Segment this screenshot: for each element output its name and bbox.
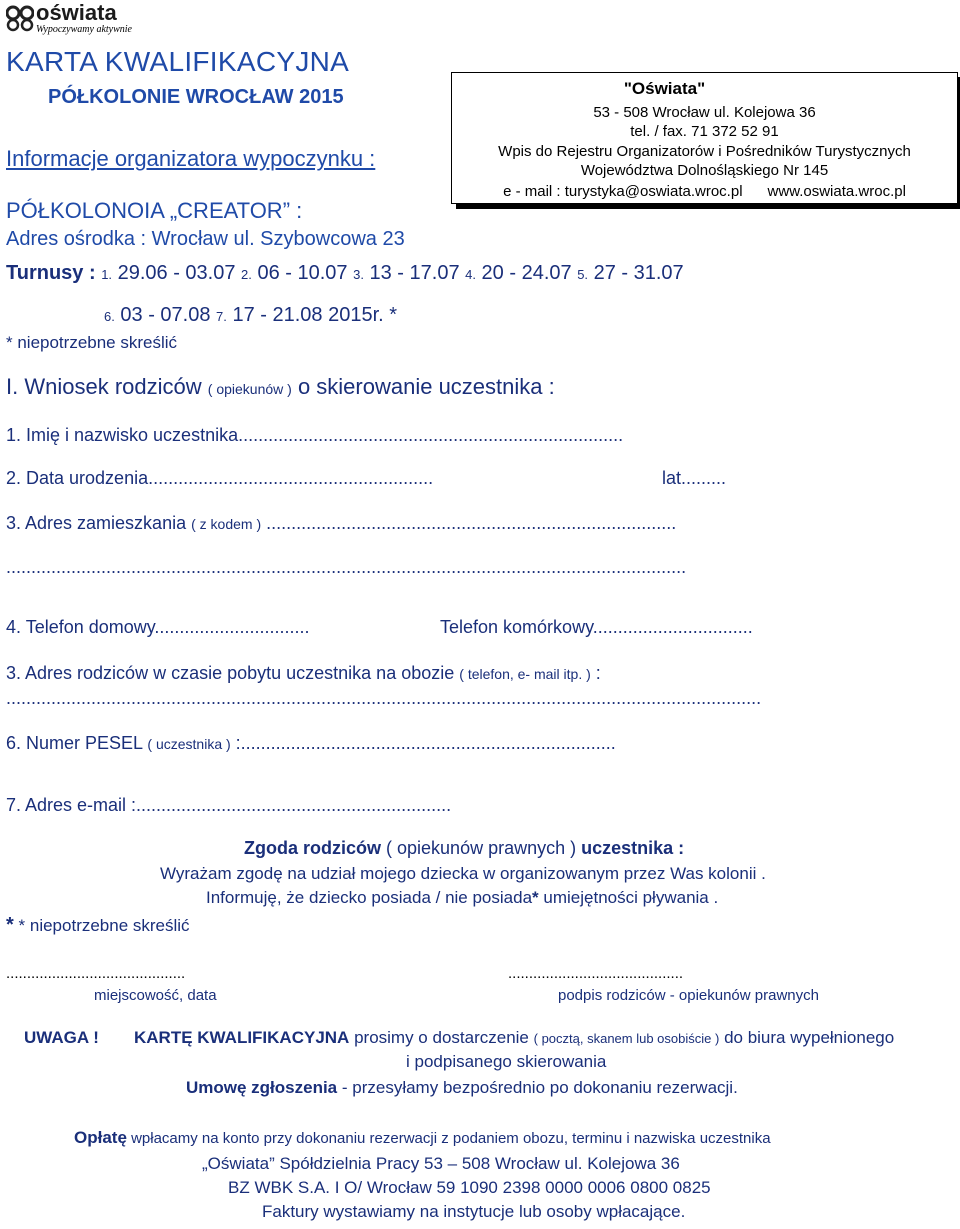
turn-dates: 20 - 24.07 bbox=[481, 262, 572, 284]
consent-line-2-a: Informuję, że dziecko posiada / nie posiada bbox=[206, 888, 533, 907]
field-participant-name[interactable]: 1. Imię i nazwisko uczestnika............................................................................. bbox=[6, 425, 624, 445]
notice-line-2: i podpisanego skierowania bbox=[406, 1052, 607, 1071]
payment-line-2: „Oświata” Spółdzielnia Pracy 53 – 508 Wrocław ul. Kolejowa 36 bbox=[202, 1154, 680, 1173]
section-number: I. bbox=[6, 374, 19, 399]
notice-contract: Umowę zgłoszenia bbox=[186, 1078, 338, 1097]
turn-dates: 27 - 31.07 bbox=[593, 262, 684, 284]
field-home-address-cont[interactable]: ........................................................................................................................................ bbox=[6, 557, 687, 577]
consent-heading-a: Zgoda rodziców bbox=[244, 838, 381, 858]
turn-num: 3. bbox=[353, 267, 364, 282]
turns-row-1 bbox=[6, 262, 684, 285]
turn-num: 4. bbox=[465, 267, 476, 282]
consent-heading-c: uczestnika : bbox=[581, 838, 685, 858]
turn-num: 7. bbox=[216, 309, 227, 324]
consent-footnote-text: * niepotrzebne skreślić bbox=[18, 916, 190, 935]
field-email[interactable]: 7. Adres e-mail :............................................................... bbox=[6, 795, 452, 815]
field-blank[interactable]: :........................................................................... bbox=[235, 733, 616, 753]
field-label-small: ( uczestnika ) bbox=[147, 736, 231, 752]
notice-line-1-b: do biura wypełnionego bbox=[724, 1028, 895, 1047]
section-1-title bbox=[6, 374, 555, 400]
turn-dates: 03 - 07.08 bbox=[120, 304, 211, 326]
turn-dates: 06 - 10.07 bbox=[257, 262, 348, 284]
logo-name: oświata bbox=[36, 0, 117, 25]
turns-year: 2015r. bbox=[328, 304, 384, 326]
notice-card-name: KARTĘ KWALIFIKACYJNA bbox=[134, 1028, 350, 1047]
notice-line-1 bbox=[134, 1028, 894, 1048]
page-title: KARTA KWALIFIKACYJNA bbox=[6, 46, 350, 77]
field-label: 6. Numer PESEL bbox=[6, 733, 143, 753]
consent-footnote: * * niepotrzebne skreślić bbox=[6, 914, 190, 936]
section-title-small: ( opiekunów ) bbox=[207, 381, 292, 397]
owl-glasses-icon bbox=[6, 4, 34, 32]
turn-num: 6. bbox=[104, 309, 115, 324]
oswiata-logo bbox=[6, 2, 146, 38]
field-label: 3. Adres rodziców w czasie pobytu uczestnika na obozie bbox=[6, 663, 455, 683]
field-age[interactable]: lat......... bbox=[662, 468, 727, 488]
turn-num: 2. bbox=[241, 267, 252, 282]
consent-star: * bbox=[532, 888, 539, 907]
address-value: Wrocław ul. Szybowcowa 23 bbox=[151, 228, 405, 250]
field-blank[interactable]: .................................................................................. bbox=[266, 513, 677, 533]
notice-uwaga: UWAGA ! bbox=[24, 1028, 99, 1047]
signature-place-date-label: miejscowość, data bbox=[94, 987, 217, 1004]
turn-dates: 17 - 21.08 bbox=[232, 304, 323, 326]
organizer-name: "Oświata" bbox=[623, 79, 706, 98]
turn-num: 1. bbox=[101, 267, 113, 282]
address-label: Adres ośrodka : bbox=[6, 228, 147, 250]
camp-name: PÓŁKOLONOIA „CREATOR” : bbox=[6, 198, 303, 223]
logo-tagline: Wypoczywamy aktywnie bbox=[36, 24, 132, 35]
field-label-small: ( z kodem ) bbox=[191, 516, 262, 532]
section-title-a: Wniosek rodziców bbox=[24, 374, 202, 399]
turn-dates: 13 - 17.07 bbox=[369, 262, 460, 284]
organizer-registry-line1: Wpis do Rejestru Organizatorów i Pośredników Turystycznych bbox=[498, 143, 911, 160]
organizer-email[interactable]: e - mail : turystyka@oswiata.wroc.pl bbox=[503, 183, 743, 200]
field-mobile-phone[interactable]: Telefon komórkowy................................ bbox=[440, 617, 753, 637]
section-title-b: o skierowanie uczestnika : bbox=[297, 374, 555, 399]
field-label: 3. Adres zamieszkania bbox=[6, 513, 187, 533]
payment-bold: Opłatę bbox=[74, 1128, 127, 1147]
signature-place-date-blank[interactable]: ........................................... bbox=[6, 965, 186, 982]
page-subtitle: PÓŁKOLONIE WROCŁAW 2015 bbox=[48, 86, 344, 108]
field-colon: : bbox=[595, 663, 601, 683]
field-home-address[interactable] bbox=[6, 513, 676, 534]
organizer-address: 53 - 508 Wrocław ul. Kolejowa 36 bbox=[593, 104, 816, 121]
organizer-website[interactable]: www.oswiata.wroc.pl bbox=[767, 183, 906, 200]
turns-row-2 bbox=[104, 304, 397, 327]
payment-line-1-rest: wpłacamy na konto przy dokonaniu rezerwacji z podaniem obozu, terminu i nazwiska uczestnika bbox=[131, 1130, 771, 1147]
field-parents-address-cont[interactable]: ....................................................................................................................................................... bbox=[6, 688, 762, 708]
field-home-phone[interactable]: 4. Telefon domowy............................... bbox=[6, 617, 310, 637]
organizer-info-heading: Informacje organizatora wypoczynku : bbox=[6, 146, 376, 171]
signature-parents-label: podpis rodziców - opiekunów prawnych bbox=[558, 987, 819, 1004]
turn-num: 5. bbox=[577, 267, 589, 282]
notice-line-3-rest: - przesyłamy bezpośrednio po dokonaniu rezerwacji. bbox=[341, 1078, 738, 1097]
organizer-registry-line2: Województwa Dolnośląskiego Nr 145 bbox=[580, 162, 829, 179]
consent-heading-b: ( opiekunów prawnych ) bbox=[386, 838, 577, 858]
consent-line-2 bbox=[206, 888, 718, 908]
organizer-web-line bbox=[452, 183, 957, 200]
organizer-contact-box bbox=[451, 72, 958, 204]
consent-line-1: Wyrażam zgodę na udział mojego dziecka w organizowanym przez Was kolonii . bbox=[160, 864, 766, 883]
turn-dates: 29.06 - 03.07 bbox=[117, 262, 236, 284]
payment-line-4: Faktury wystawiamy na instytucje lub osoby wpłacające. bbox=[262, 1202, 686, 1221]
signature-parents-blank[interactable]: .......................................... bbox=[508, 965, 684, 982]
notice-line-1-a: prosimy o dostarczenie bbox=[354, 1028, 529, 1047]
payment-bank-account: BZ WBK S.A. I O/ Wrocław 59 1090 2398 0000 0006 0800 0825 bbox=[228, 1178, 711, 1197]
camp-address bbox=[6, 228, 405, 251]
notice-line-1-small: ( pocztą, skanem lub osobiście ) bbox=[533, 1031, 720, 1046]
consent-line-2-b: umiejętności pływania . bbox=[543, 888, 719, 907]
turns-label: Turnusy : bbox=[6, 262, 96, 284]
turns-footnote: * niepotrzebne skreślić bbox=[6, 333, 178, 352]
turns-footnote-star: * bbox=[389, 304, 398, 326]
payment-line-1 bbox=[74, 1128, 771, 1148]
consent-heading bbox=[244, 838, 684, 859]
field-birth-date[interactable]: 2. Data urodzenia......................................................... bbox=[6, 468, 434, 488]
organizer-phone: tel. / fax. 71 372 52 91 bbox=[630, 123, 779, 140]
field-label-small: ( telefon, e- mail itp. ) bbox=[459, 666, 591, 682]
field-parents-address[interactable] bbox=[6, 663, 601, 684]
field-pesel[interactable] bbox=[6, 733, 616, 754]
notice-line-3 bbox=[186, 1078, 738, 1098]
